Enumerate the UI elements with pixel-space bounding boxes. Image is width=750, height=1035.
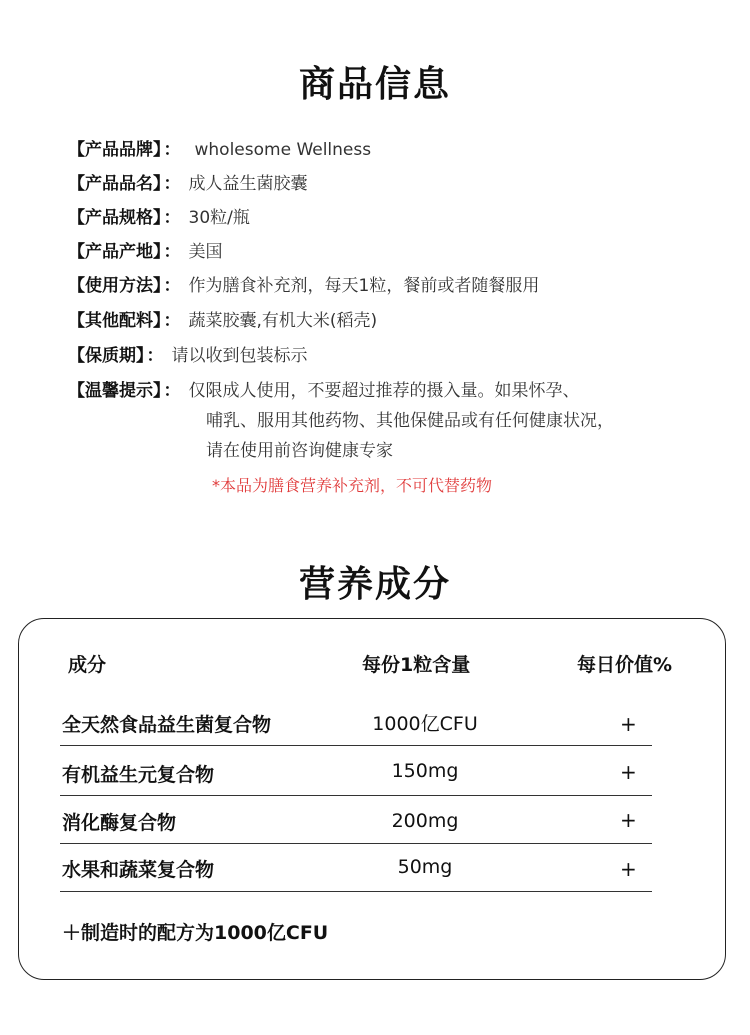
info-colon: ： [163,311,181,331]
row-divider [60,891,652,892]
header-daily-value: 每日价值% [577,654,673,676]
row-divider [60,843,652,844]
nutrient-daily-value: + [620,808,637,832]
info-value: 仅限成人使用，不要超过推荐的摄入量。如果怀孕、 [188,381,580,401]
info-value: 成人益生菌胶囊 [188,174,308,194]
info-value: 蔬菜胶囊,有机大米(稻壳) [188,311,378,331]
nutrient-amount: 1000亿CFU [372,713,478,735]
info-colon: ： [163,276,181,296]
info-colon: ： [163,381,181,401]
nutrient-amount: 200mg [391,810,459,832]
info-label: 【使用方法】 [68,276,162,296]
info-value: 美国 [188,242,223,262]
nutrient-name: 有机益生元复合物 [62,764,215,786]
info-label: 【其他配料】 [68,311,162,331]
info-colon: ： [163,140,181,160]
info-value: 30粒/瓶 [188,208,250,228]
info-colon: ： [163,208,181,228]
info-row-brand [68,139,371,161]
info-row-warning [68,380,580,402]
nutrient-name: 水果和蔬菜复合物 [62,859,215,881]
info-row-spec [68,207,250,229]
info-label: 【保质期】 [68,346,145,366]
info-label: 【产品产地】 [68,242,162,262]
nutrient-amount: 150mg [391,760,459,782]
header-ingredient: 成分 [68,654,107,676]
info-row-ingredients [68,310,377,332]
info-value: wholesome Wellness [194,140,372,160]
info-colon: ： [163,174,181,194]
info-row-name [68,173,308,195]
info-colon: ： [163,242,181,262]
info-colon: ： [146,346,164,366]
warning-continued-line: 请在使用前咨询健康专家 [206,441,393,461]
supplement-disclaimer: *本品为膳食营养补充剂，不可代替药物 [212,476,493,495]
nutrient-name: 消化酶复合物 [62,812,177,834]
info-label: 【产品品牌】 [68,140,162,160]
row-divider [60,795,652,796]
nutrient-name: 全天然食品益生菌复合物 [62,714,272,736]
nutrient-daily-value: + [620,712,637,736]
nutrient-daily-value: + [620,857,637,881]
warning-continued-line: 哺乳、服用其他药物、其他保健品或有任何健康状况， [206,411,614,431]
info-row-usage [68,275,539,297]
info-row-shelf-life [68,345,308,367]
info-label: 【产品品名】 [68,174,162,194]
info-row-origin [68,241,223,263]
formula-footnote: ＋制造时的配方为1000亿CFU [62,922,329,944]
row-divider [60,745,652,746]
info-label: 【产品规格】 [68,208,162,228]
info-label: 【温馨提示】 [68,381,162,401]
nutrient-daily-value: + [620,760,637,784]
header-amount: 每份1粒含量 [362,654,471,676]
nutrition-title: 营养成分 [298,564,451,605]
product-info-title: 商品信息 [298,64,451,105]
nutrient-amount: 50mg [397,856,453,878]
info-value: 请以收到包装标示 [171,346,308,366]
info-value: 作为膳食补充剂，每天1粒，餐前或者随餐服用 [188,276,540,296]
